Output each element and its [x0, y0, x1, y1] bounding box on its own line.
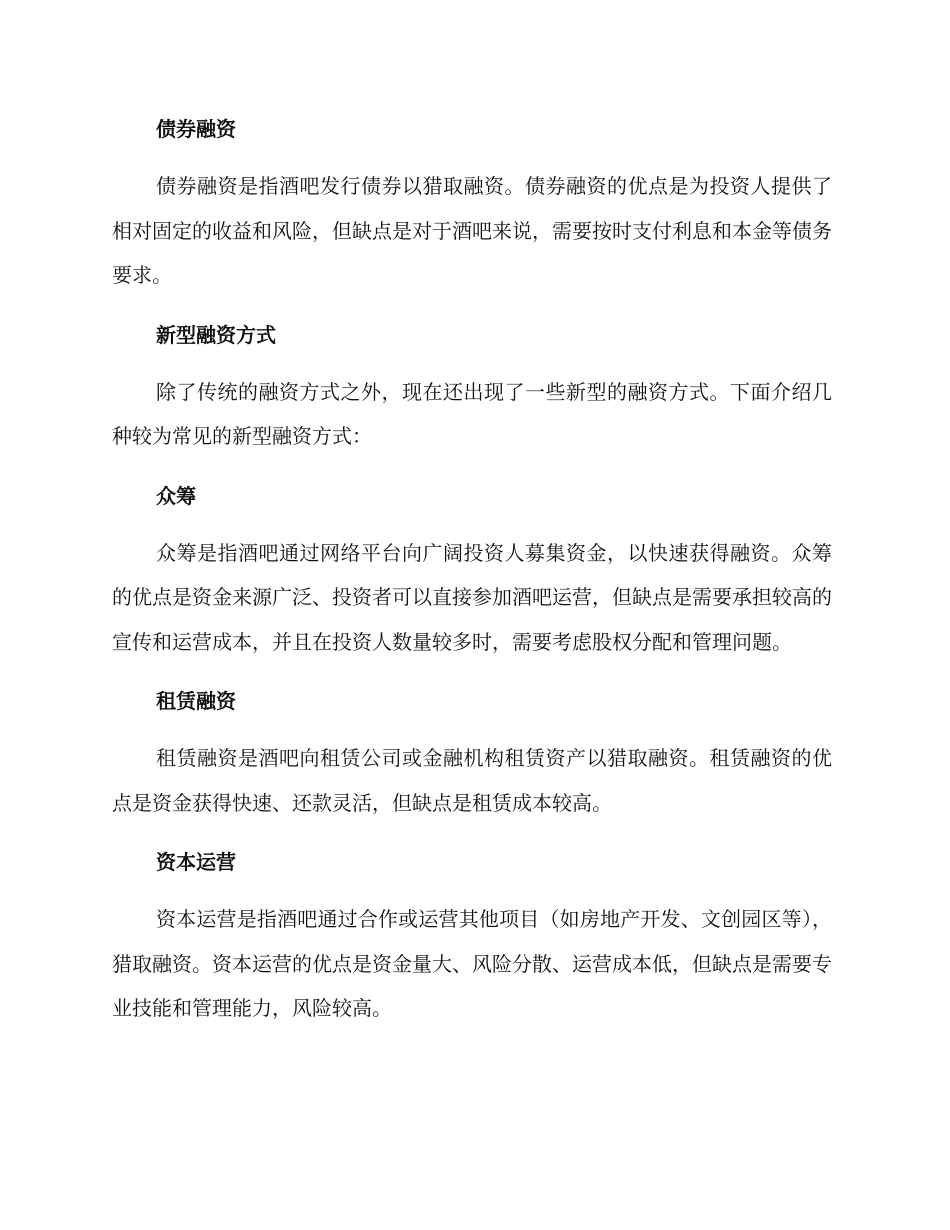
- section-heading-new-financing-methods: 新型融资方式: [156, 322, 276, 347]
- document-content: [112, 108, 832, 1031]
- paragraph-crowdfunding: 众筹是指酒吧通过网络平台向广阔投资人募集资金，以快速获得融资。众筹的优点是资金来源广泛、投资者可以直接参加酒吧运营，但缺点是需要承担较高的宣传和运营成本，并且在投资人数量较多时，需要考虑股权分配和管理问题。: [112, 540, 832, 654]
- section-heading-bond-financing: 债券融资: [156, 117, 236, 141]
- section-heading-capital-operation: 资本运营: [156, 850, 236, 874]
- paragraph-new-financing-methods: 除了传统的融资方式之外，现在还出现了一些新型的融资方式。下面介绍几种较为常见的新型融资方式：: [112, 379, 832, 448]
- paragraph-capital-operation: 资本运营是指酒吧通过合作或运营其他项目（如房地产开发、文创园区等），猎取融资。资本运营的优点是资金量大、风险分散、运营成本低，但缺点是需要专业技能和管理能力，风险较高。: [112, 907, 832, 1020]
- paragraph-lease-financing: 租赁融资是酒吧向租赁公司或金融机构租赁资产以猎取融资。租赁融资的优点是资金获得快速、还款灵活，但缺点是租赁成本较高。: [112, 746, 832, 815]
- section-heading-crowdfunding: 众筹: [156, 483, 196, 508]
- paragraph-bond-financing: 债券融资是指酒吧发行债券以猎取融资。债券融资的优点是为投资人提供了相对固定的收益和风险，但缺点是对于酒吧来说，需要按时支付利息和本金等债务要求。: [112, 174, 832, 287]
- section-heading-lease-financing: 租赁融资: [156, 689, 236, 713]
